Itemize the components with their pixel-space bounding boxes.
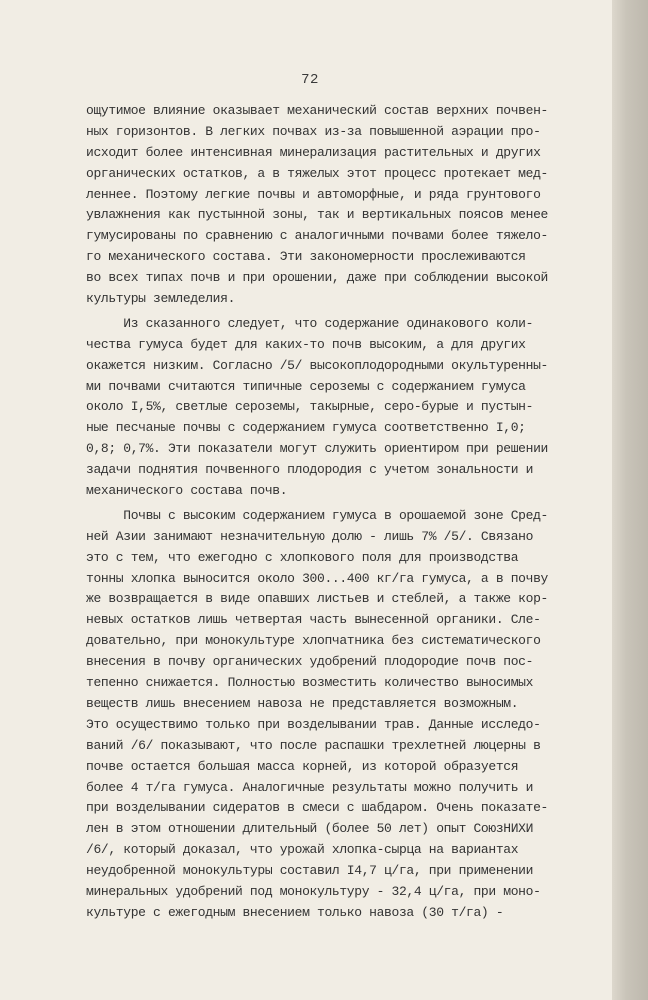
text-line: внесения в почву органических удобрений плодородие почв пос- [86, 654, 534, 670]
text-line: культуры земледелия. [86, 291, 236, 307]
text-line: окажется низким. Согласно /5/ высокоплодородными окультуренны- [86, 357, 548, 373]
text-line: более 4 т/га гумуса. Аналогичные результаты можно получить и [86, 779, 534, 795]
paragraph [86, 506, 592, 924]
text-line: задачи поднятия почвенного плодородия с учетом зональности и [86, 462, 534, 478]
text-line: ней Азии занимают незначительную долю - лишь 7% /5/. Связано [86, 528, 534, 544]
text-line: ных горизонтов. В легких почвах из-за повышенной аэрации про- [86, 123, 541, 139]
text-line: тонны хлопка выносится около 300...400 кг/га гумуса, а в почву [86, 570, 548, 586]
page-number: 72 [301, 72, 319, 88]
text-line: /6/, который доказал, что урожай хлопка-сырца на вариантах [86, 842, 519, 858]
body-text [86, 101, 592, 924]
text-line: Это осуществимо только при возделывании трав. Данные исследо- [86, 716, 541, 732]
text-line: исходит более интенсивная минерализация растительных и других [86, 144, 541, 160]
text-line: при возделывании сидератов в смеси с шабдаром. Очень показате- [86, 800, 548, 816]
text-line: это с тем, что ежегодно с хлопкового поля для производства [86, 549, 519, 565]
text-line: довательно, при монокультуре хлопчатника без систематического [86, 633, 541, 649]
text-line: Почвы с высоким содержанием гумуса в орошаемой зоне Сред- [86, 507, 548, 523]
text-line: органических остатков, а в тяжелых этот процесс протекает мед- [86, 165, 548, 181]
text-line: минеральных удобрений под монокультуру - 32,4 ц/га, при моно- [86, 883, 541, 899]
text-line: около I,5%, светлые сероземы, такырные, серо-бурые и пустын- [86, 399, 534, 415]
text-line: чества гумуса будет для каких-то почв высоким, а для других [86, 336, 526, 352]
text-line: увлажнения как пустынной зоны, так и вертикальных поясов менее [86, 207, 548, 223]
text-line: во всех типах почв и при орошении, даже при соблюдении высокой [86, 270, 548, 286]
text-line: невых остатков лишь четвертая часть вынесенной органики. Сле- [86, 612, 541, 628]
text-line: почве остается большая масса корней, из которой образуется [86, 758, 519, 774]
text-line: ные песчаные почвы с содержанием гумуса соответственно I,0; [86, 420, 526, 436]
paragraph [86, 101, 592, 310]
text-line: Из сказанного следует, что содержание одинакового коли- [86, 315, 534, 331]
page-edge-shadow [612, 0, 648, 1000]
text-line: неудобренной монокультуры составил I4,7 ц/га, при применении [86, 863, 534, 879]
text-line: культуре с ежегодным внесением только навоза (30 т/га) - [86, 904, 504, 920]
text-line: ми почвами считаются типичные сероземы с содержанием гумуса [86, 378, 526, 394]
text-line: лен в этом отношении длительный (более 50 лет) опыт СоюзНИХИ [86, 821, 534, 837]
text-line: механического состава почв. [86, 483, 288, 499]
text-line: го механического состава. Эти закономерности прослеживаются [86, 249, 526, 265]
text-line: ваний /6/ показывают, что после распашки трехлетней люцерны в [86, 737, 541, 753]
text-line: 0,8; 0,7%. Эти показатели могут служить ориентиром при решении [86, 441, 548, 457]
text-line: же возвращается в виде опавших листьев и стеблей, а также кор- [86, 591, 548, 607]
text-line: тепенно снижается. Полностью возместить количество выносимых [86, 675, 534, 691]
text-line: ощутимое влияние оказывает механический состав верхних почвен- [86, 103, 548, 118]
text-line: леннее. Поэтому легкие почвы и автоморфные, и ряда грунтового [86, 186, 541, 202]
text-line: гумусированы по сравнению с аналогичными почвами более тяжело- [86, 228, 548, 244]
paragraph [86, 314, 592, 502]
text-line: веществ лишь внесением навоза не представляется возможным. [86, 695, 519, 711]
